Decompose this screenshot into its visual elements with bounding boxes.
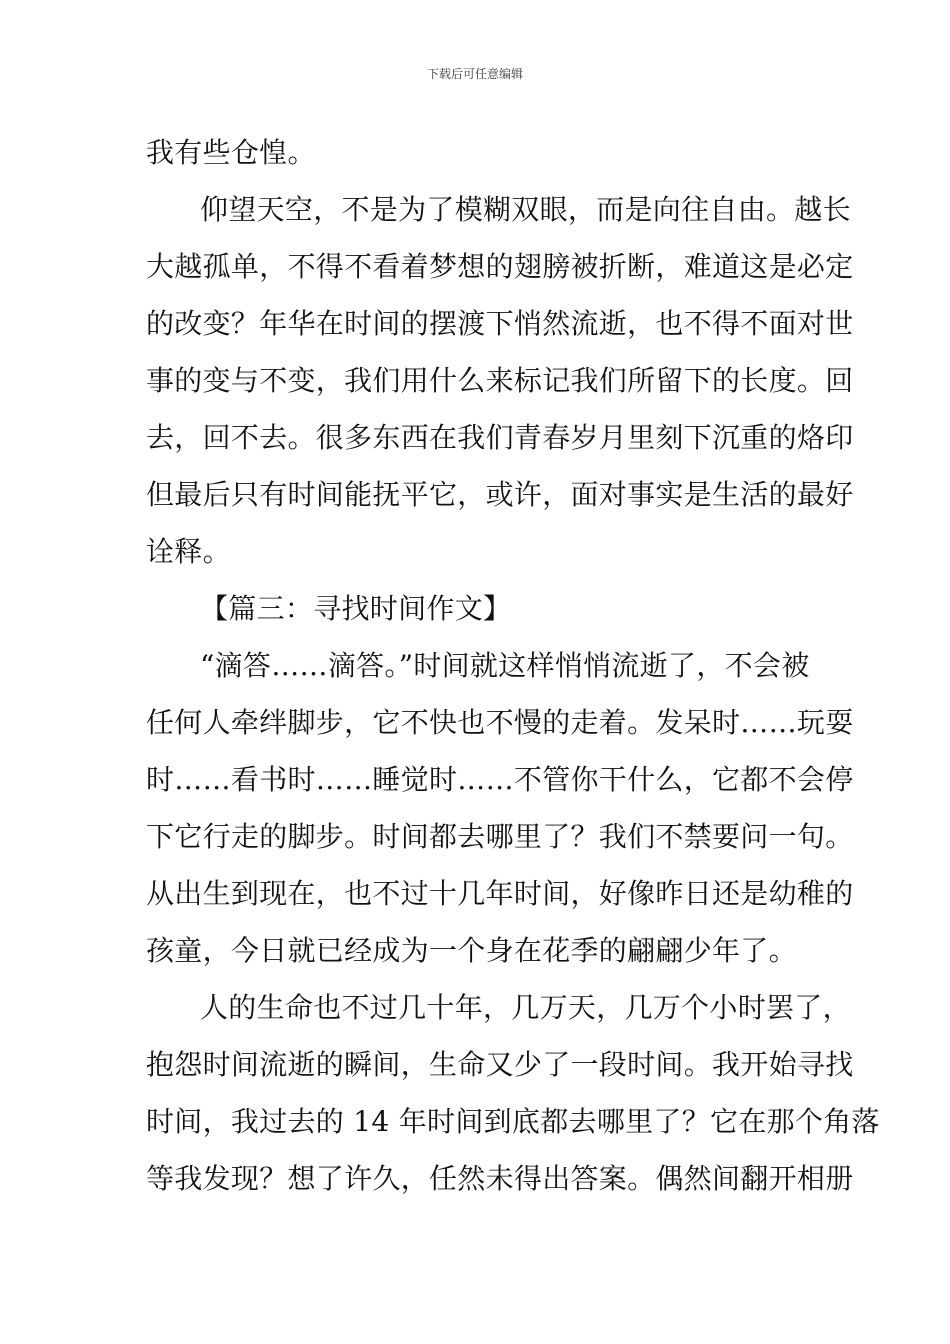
text-line: 大越孤单，不得不看着梦想的翅膀被折断，难道这是必定 [146,250,854,283]
text-line: 的改变？年华在时间的摆渡下悄然流逝，也不得不面对世 [146,307,854,340]
section-heading: 【篇三：寻找时间作文】 [200,592,512,625]
text-line: 孩童，今日就已经成为一个身在花季的翩翩少年了。 [146,934,797,967]
text-line: 但最后只有时间能抚平它，或许，面对事实是生活的最好 [146,478,854,511]
text-line: 抱怨时间流逝的瞬间，生命又少了一段时间。我开始寻找 [146,1048,854,1081]
text-line: 等我发现？想了许久，任然未得出答案。偶然间翻开相册 [146,1162,854,1195]
text-line: 任何人牵绊脚步，它不快也不慢的走着。发呆时……玩耍 [146,706,854,739]
text-line: 仰望天空，不是为了模糊双眼，而是向往自由。越长 [200,193,851,226]
text-line: 诠释。 [146,535,231,568]
text-line: 从出生到现在，也不过十几年时间，好像昨日还是幼稚的 [146,877,854,910]
text-line: 时……看书时……睡觉时……不管你干什么，它都不会停 [146,763,854,796]
page-header: 下载后可任意编辑 [426,67,523,81]
text-line: 下它行走的脚步。时间都去哪里了？我们不禁要问一句。 [146,820,854,853]
text-line: 事的变与不变，我们用什么来标记我们所留下的长度。回 [146,364,854,397]
text-line: 时间，我过去的 14 年时间到底都去哪里了？它在那个角落 [146,1105,880,1138]
text-line: 人的生命也不过几十年，几万天，几万个小时罢了， [200,991,851,1024]
text-line: 去，回不去。很多东西在我们青春岁月里刻下沉重的烙印 [146,421,854,454]
text-line: 我有些仓惶。 [146,136,316,169]
text-line: “滴答……滴答。”时间就这样悄悄流逝了，不会被 [200,649,810,682]
